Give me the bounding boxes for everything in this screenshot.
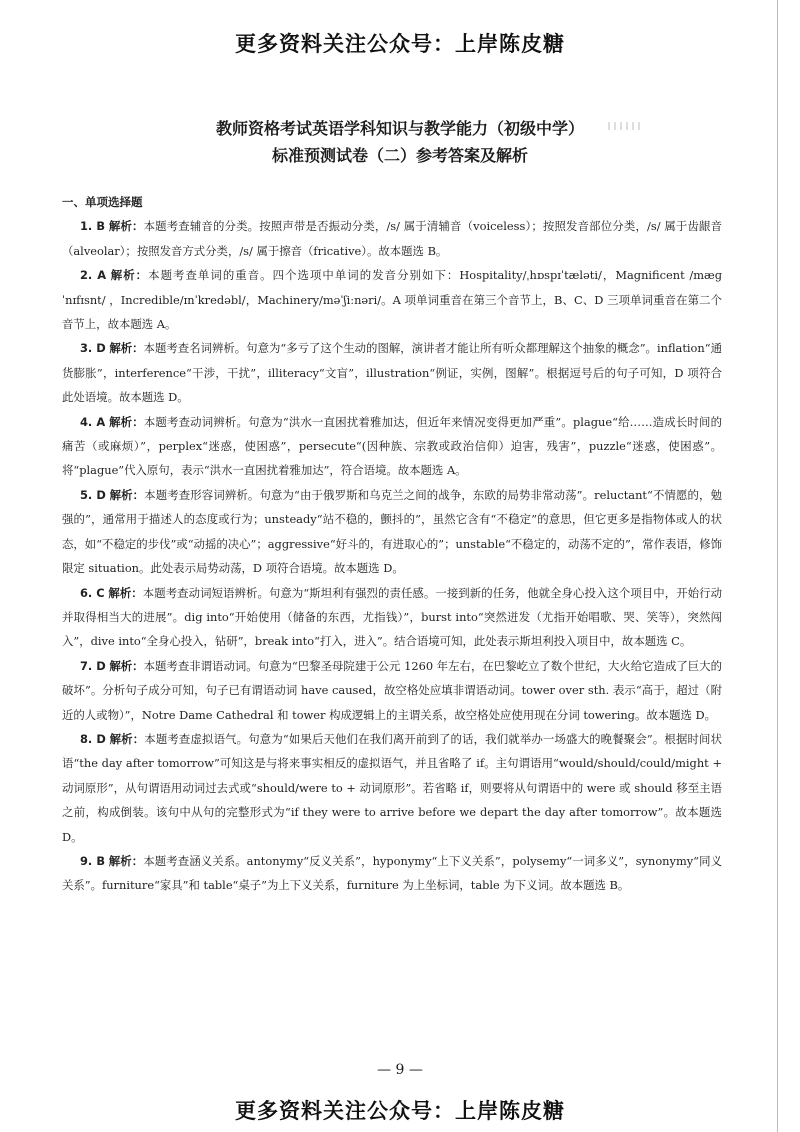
question-number: 7. D <box>80 658 106 673</box>
analysis-text: 本题考查名词辨析。句意为“多亏了这个生动的图解，演讲者才能让所有听众都理解这个抽象的概念”。inflation“通货膨胀”，interference“干涉，干扰”，illiteracy“文盲”，illustration“例证，实例，图解”。根据逗号后的句子可知，D 项符合此处语境。故本题选 D。 <box>62 341 722 405</box>
section-heading: 一、单项选择题 <box>62 195 143 209</box>
question-number: 8. D <box>80 731 106 746</box>
question-number: 4. A <box>80 414 106 429</box>
answer-item-9 <box>62 849 722 898</box>
analysis-label: 解析： <box>109 414 144 429</box>
answer-item-6 <box>62 581 722 654</box>
analysis-text: 本题考查形容词辨析。句意为“由于俄罗斯和乌克兰之间的战争，东欧的局势非常动荡”。reluctant“不情愿的，勉强的”，通常用于描述人的态度或行为；unsteady“站不稳的，颤抖的”，虽然它含有“不稳定”的意思，但它更多是指物体或人的状态，如“不稳定的步伐”或“动摇的决心”；aggressive“好斗的，有进取心的”；unstable“不稳定的，动荡不定的”，常作表语，修饰限定 situation。此处表示局势动荡，D 项符合语境。故本题选 D。 <box>62 487 722 576</box>
analysis-label: 解析： <box>108 585 143 600</box>
answer-item-4 <box>62 410 722 483</box>
analysis-label: 解析： <box>108 219 144 234</box>
analysis-label: 解析： <box>109 731 145 746</box>
question-number: 9. B <box>80 853 106 868</box>
analysis-text: 本题考查动词辨析。句意为“洪水一直困扰着雅加达，但近年来情况变得更加严重”。plague“给……造成长时间的痛苦（或麻烦）”，perplex“迷惑，使困惑”，persecute“(因种族、宗教或政治信仰）迫害，残害”，puzzle“迷惑，使困惑”。将“plague”代入原句，表示“洪水一直困扰着雅加达”，符合语境。故本题选 A。 <box>62 414 722 478</box>
question-number: 5. D <box>80 487 106 502</box>
analysis-text: 本题考查单词的重音。四个选项中单词的发音分别如下：Hospitality/ˌhɒspɪˈtæləti/，Magnificent /mæɡˈnɪfɪsnt/ ，Incredible/ɪnˈkredəbl/，Machinery/məˈʃiːnəri/。A 项单词重音在第三个音节上，B、C、D 三项单词重音在第二个音节上，故本题选 A。 <box>62 268 722 332</box>
analysis-label: 解析： <box>109 341 144 356</box>
analysis-text: 本题考查涵义关系。antonymy“反义关系”，hyponymy“上下义关系”，polysemy“一词多义”，synonymy“同义关系”。furniture“家具”和 table“桌子”为上下义关系，furniture 为上坐标词，table 为下义词。故本题选 B。 <box>62 853 722 893</box>
document-title <box>0 115 800 169</box>
page-number: — 9 — <box>377 1062 423 1078</box>
footer-banner: 更多资料关注公众号：上岸陈皮糖 <box>235 1099 565 1123</box>
answer-item-5 <box>62 483 722 581</box>
answer-item-7 <box>62 654 722 727</box>
answer-item-2 <box>62 263 722 336</box>
question-number: 3. D <box>80 341 106 356</box>
answer-item-8 <box>62 727 722 849</box>
answer-item-3 <box>62 336 722 409</box>
question-number: 2. A <box>80 268 107 283</box>
title-line-2: 标准预测试卷（二）参考答案及解析 <box>271 146 528 165</box>
analysis-text: 本题考查辅音的分类。按照声带是否振动分类，/s/ 属于清辅音（voiceless）；按照发音部位分类，/s/ 属于齿龈音（alveolar）；按照发音方式分类，/s/ 属于擦音（fricative）。故本题选 B。 <box>62 219 722 258</box>
title-line-1: 教师资格考试英语学科知识与教学能力（初级中学） <box>215 119 584 138</box>
answer-item-1 <box>62 214 722 263</box>
page-edge-line <box>777 0 778 1132</box>
analysis-label: 解析： <box>109 658 144 673</box>
analysis-text: 本题考查非谓语动词。句意为“巴黎圣母院建于公元 1260 年左右，在巴黎屹立了数个世纪，大火给它造成了巨大的破坏”。分析句子成分可知，句子已有谓语动词 have caused，故空格处应填非谓语动词。tower over sth. 表示“高于，超过（附近的人或物）”，Notre Dame Cathedral 和 tower 构成逻辑上的主谓关系，故空格处应使用现在分词 towering。故本题选 D。 <box>62 658 722 722</box>
analysis-text: 本题考查虚拟语气。句意为“如果后天他们在我们离开前到了的话，我们就举办一场盛大的晚餐聚会”。根据时间状语“the day after tomorrow”可知这是与将来事实相反的虚拟语气，并且省略了 if。主句谓语用“would/should/could/might + 动词原形”，从句谓语用动词过去式或“should/were to + 动词原形”。若省略 if，则要将从句谓语中的 were 或 should 移至主语之前，构成倒装。该句中从句的完整形式为“if they were to arrive before we depart the day after tomorrow”。故本题选 D。 <box>62 731 722 844</box>
analysis-label: 解析： <box>109 487 145 502</box>
analysis-label: 解析： <box>108 853 144 868</box>
analysis-text: 本题考查动词短语辨析。句意为“斯坦利有强烈的责任感。一接到新的任务，他就全身心投入这个项目中，开始行动并取得相当大的进展”。dig into“开始使用（储备的东西，尤指钱）”，burst into“突然迸发（尤指开始唱歌、哭、笑等），突然闯入”，dive into“全身心投入，钻研”，break into“打入，进入”。结合语境可知，此处表示斯坦利投入项目中，故本题选 C。 <box>62 585 722 649</box>
question-number: 1. B <box>80 219 106 234</box>
answer-content <box>62 190 722 898</box>
header-banner: 更多资料关注公众号：上岸陈皮糖 <box>235 32 565 56</box>
analysis-label: 解析： <box>110 268 149 283</box>
question-number: 6. C <box>80 585 105 600</box>
